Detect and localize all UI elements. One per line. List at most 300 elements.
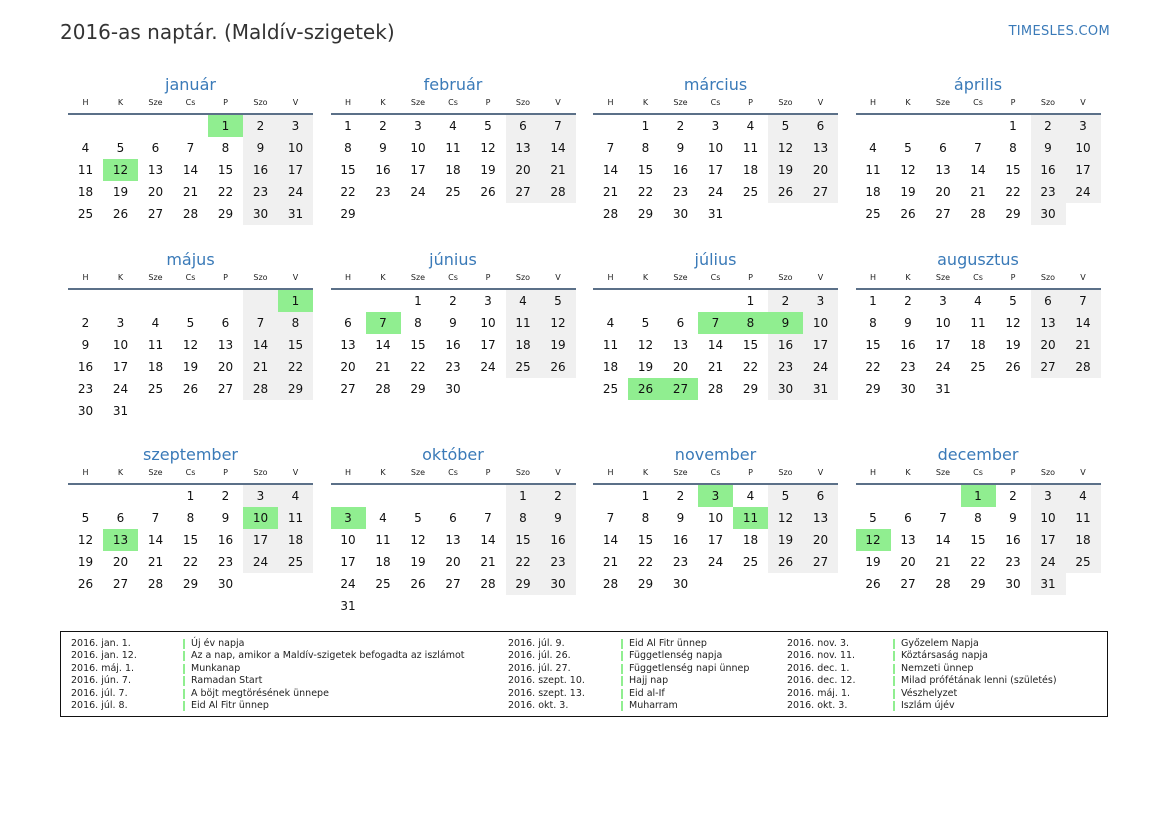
day-cell[interactable]: 20 — [112, 555, 129, 569]
day-cell[interactable]: 4 — [379, 511, 387, 525]
day-cell[interactable]: 7 — [606, 511, 615, 525]
day-cell[interactable]: 29 — [1005, 207, 1021, 221]
day-cell[interactable]: 15 — [1005, 163, 1021, 177]
day-cell[interactable]: 6 — [344, 316, 352, 330]
day-cell[interactable]: 5 — [484, 119, 492, 133]
day-cell[interactable]: 17 — [1031, 529, 1066, 551]
day-cell[interactable]: 2 — [904, 294, 912, 308]
day-cell[interactable]: 5 — [869, 511, 877, 525]
day-cell[interactable]: 1 — [961, 485, 996, 507]
day-cell[interactable]: 11 — [602, 338, 619, 352]
day-cell[interactable]: 18 — [742, 533, 759, 547]
day-cell[interactable]: 19 — [637, 360, 654, 374]
day-cell[interactable]: 6 — [151, 141, 160, 155]
day-cell[interactable]: 12 — [541, 312, 576, 334]
day-cell[interactable]: 3 — [243, 485, 278, 507]
day-cell[interactable]: 17 — [410, 163, 426, 177]
day-cell[interactable]: 4 — [606, 316, 615, 330]
day-cell[interactable]: 15 — [637, 533, 654, 547]
day-cell[interactable]: 26 — [865, 577, 881, 591]
day-cell[interactable]: 15 — [637, 163, 654, 177]
day-cell[interactable]: 3 — [1031, 485, 1066, 507]
day-cell[interactable]: 9 — [81, 338, 90, 352]
day-cell[interactable]: 11 — [445, 141, 461, 155]
day-cell[interactable]: 23 — [900, 360, 916, 374]
day-cell[interactable]: 1 — [869, 294, 877, 308]
day-cell[interactable]: 2 — [243, 115, 278, 137]
day-cell[interactable]: 7 — [541, 115, 576, 137]
day-cell[interactable]: 5 — [904, 141, 912, 155]
day-cell[interactable]: 24 — [112, 382, 129, 396]
day-cell[interactable]: 5 — [768, 485, 803, 507]
day-cell[interactable]: 13 — [935, 163, 951, 177]
day-cell[interactable]: 21 — [243, 356, 278, 378]
day-cell[interactable]: 19 — [900, 185, 916, 199]
day-cell[interactable]: 23 — [243, 181, 278, 203]
day-cell[interactable]: 29 — [637, 207, 654, 221]
day-cell[interactable]: 29 — [217, 207, 234, 221]
day-cell[interactable]: 2 — [676, 489, 685, 503]
day-cell[interactable]: 4 — [81, 141, 90, 155]
day-cell[interactable]: 22 — [637, 185, 654, 199]
day-cell[interactable]: 12 — [900, 163, 916, 177]
day-cell[interactable]: 29 — [865, 382, 881, 396]
day-cell[interactable]: 2 — [676, 119, 685, 133]
day-cell[interactable]: 28 — [970, 207, 986, 221]
day-cell[interactable]: 5 — [768, 115, 803, 137]
day-cell[interactable]: 14 — [541, 137, 576, 159]
day-cell[interactable]: 15 — [506, 529, 541, 551]
day-cell[interactable]: 6 — [803, 485, 838, 507]
day-cell[interactable]: 27 — [147, 207, 164, 221]
day-cell[interactable]: 28 — [480, 577, 496, 591]
day-cell[interactable]: 18 — [147, 360, 164, 374]
day-cell[interactable]: 11 — [278, 507, 313, 529]
day-cell[interactable]: 28 — [602, 577, 619, 591]
day-cell[interactable]: 16 — [900, 338, 916, 352]
day-cell[interactable]: 3 — [803, 290, 838, 312]
day-cell[interactable]: 14 — [707, 338, 724, 352]
day-cell[interactable]: 24 — [707, 555, 724, 569]
day-cell[interactable]: 27 — [935, 207, 951, 221]
day-cell[interactable]: 30 — [1005, 577, 1021, 591]
day-cell[interactable]: 6 — [221, 316, 230, 330]
day-cell[interactable]: 24 — [278, 181, 313, 203]
day-cell[interactable]: 19 — [77, 555, 94, 569]
day-cell[interactable]: 27 — [340, 382, 356, 396]
day-cell[interactable]: 17 — [803, 334, 838, 356]
day-cell[interactable]: 19 — [1005, 338, 1021, 352]
day-cell[interactable]: 18 — [742, 163, 759, 177]
day-cell[interactable]: 1 — [208, 115, 243, 137]
day-cell[interactable]: 10 — [1031, 507, 1066, 529]
day-cell[interactable]: 22 — [742, 360, 759, 374]
day-cell[interactable]: 3 — [278, 115, 313, 137]
day-cell[interactable]: 4 — [449, 119, 457, 133]
day-cell[interactable]: 7 — [151, 511, 160, 525]
day-cell[interactable]: 3 — [698, 485, 733, 507]
day-cell[interactable]: 27 — [663, 378, 698, 400]
day-cell[interactable]: 3 — [331, 507, 366, 529]
day-cell[interactable]: 23 — [672, 185, 689, 199]
day-cell[interactable]: 7 — [974, 141, 982, 155]
day-cell[interactable]: 11 — [147, 338, 164, 352]
day-cell[interactable]: 30 — [672, 577, 689, 591]
day-cell[interactable]: 10 — [410, 141, 426, 155]
day-cell[interactable]: 24 — [1031, 551, 1066, 573]
day-cell[interactable]: 2 — [449, 294, 457, 308]
day-cell[interactable]: 24 — [1066, 181, 1101, 203]
day-cell[interactable]: 22 — [970, 555, 986, 569]
day-cell[interactable]: 30 — [768, 378, 803, 400]
day-cell[interactable]: 14 — [480, 533, 496, 547]
day-cell[interactable]: 14 — [602, 533, 619, 547]
day-cell[interactable]: 2 — [1009, 489, 1017, 503]
day-cell[interactable]: 5 — [541, 290, 576, 312]
day-cell[interactable]: 20 — [147, 185, 164, 199]
day-cell[interactable]: 30 — [217, 577, 234, 591]
day-cell[interactable]: 24 — [935, 360, 951, 374]
day-cell[interactable]: 16 — [375, 163, 391, 177]
day-cell[interactable]: 20 — [900, 555, 916, 569]
day-cell[interactable]: 22 — [506, 551, 541, 573]
day-cell[interactable]: 9 — [541, 507, 576, 529]
day-cell[interactable]: 29 — [340, 207, 356, 221]
day-cell[interactable]: 1 — [1009, 119, 1017, 133]
day-cell[interactable]: 13 — [672, 338, 689, 352]
day-cell[interactable]: 22 — [217, 185, 234, 199]
day-cell[interactable]: 17 — [480, 338, 496, 352]
day-cell[interactable]: 14 — [935, 533, 951, 547]
day-cell[interactable]: 9 — [449, 316, 457, 330]
day-cell[interactable]: 21 — [375, 360, 391, 374]
day-cell[interactable]: 10 — [112, 338, 129, 352]
day-cell[interactable]: 5 — [116, 141, 125, 155]
day-cell[interactable]: 21 — [480, 555, 496, 569]
day-cell[interactable]: 24 — [340, 577, 356, 591]
day-cell[interactable]: 3 — [711, 119, 720, 133]
day-cell[interactable]: 30 — [77, 404, 94, 418]
day-cell[interactable]: 18 — [278, 529, 313, 551]
day-cell[interactable]: 20 — [803, 529, 838, 551]
day-cell[interactable]: 8 — [221, 141, 230, 155]
day-cell[interactable]: 16 — [217, 533, 234, 547]
day-cell[interactable]: 2 — [768, 290, 803, 312]
day-cell[interactable]: 29 — [278, 378, 313, 400]
day-cell[interactable]: 15 — [970, 533, 986, 547]
day-cell[interactable]: 26 — [900, 207, 916, 221]
day-cell[interactable]: 22 — [410, 360, 426, 374]
day-cell[interactable]: 27 — [112, 577, 129, 591]
day-cell[interactable]: 13 — [103, 529, 138, 551]
day-cell[interactable]: 25 — [77, 207, 94, 221]
day-cell[interactable]: 14 — [602, 163, 619, 177]
day-cell[interactable]: 30 — [243, 203, 278, 225]
day-cell[interactable]: 21 — [1066, 334, 1101, 356]
day-cell[interactable]: 1 — [186, 489, 195, 503]
day-cell[interactable]: 9 — [676, 141, 685, 155]
day-cell[interactable]: 25 — [445, 185, 461, 199]
day-cell[interactable]: 8 — [733, 312, 768, 334]
day-cell[interactable]: 6 — [116, 511, 125, 525]
day-cell[interactable]: 26 — [182, 382, 199, 396]
day-cell[interactable]: 11 — [733, 507, 768, 529]
day-cell[interactable]: 20 — [1031, 334, 1066, 356]
day-cell[interactable]: 4 — [746, 489, 755, 503]
day-cell[interactable]: 14 — [182, 163, 199, 177]
day-cell[interactable]: 27 — [1031, 356, 1066, 378]
day-cell[interactable]: 15 — [410, 338, 426, 352]
day-cell[interactable]: 7 — [243, 312, 278, 334]
day-cell[interactable]: 24 — [480, 360, 496, 374]
day-cell[interactable]: 1 — [641, 489, 650, 503]
day-cell[interactable]: 3 — [116, 316, 125, 330]
day-cell[interactable]: 9 — [768, 312, 803, 334]
day-cell[interactable]: 27 — [803, 181, 838, 203]
day-cell[interactable]: 19 — [410, 555, 426, 569]
day-cell[interactable]: 28 — [541, 181, 576, 203]
day-cell[interactable]: 8 — [186, 511, 195, 525]
day-cell[interactable]: 22 — [340, 185, 356, 199]
day-cell[interactable]: 20 — [506, 159, 541, 181]
day-cell[interactable]: 27 — [506, 181, 541, 203]
day-cell[interactable]: 28 — [935, 577, 951, 591]
day-cell[interactable]: 27 — [803, 551, 838, 573]
day-cell[interactable]: 18 — [865, 185, 881, 199]
day-cell[interactable]: 10 — [480, 316, 496, 330]
day-cell[interactable]: 1 — [641, 119, 650, 133]
day-cell[interactable]: 8 — [641, 511, 650, 525]
day-cell[interactable]: 5 — [414, 511, 422, 525]
day-cell[interactable]: 7 — [366, 312, 401, 334]
day-cell[interactable]: 8 — [1009, 141, 1017, 155]
day-cell[interactable]: 29 — [742, 382, 759, 396]
day-cell[interactable]: 15 — [865, 338, 881, 352]
day-cell[interactable]: 23 — [672, 555, 689, 569]
day-cell[interactable]: 28 — [602, 207, 619, 221]
day-cell[interactable]: 25 — [742, 555, 759, 569]
day-cell[interactable]: 22 — [1005, 185, 1021, 199]
day-cell[interactable]: 22 — [865, 360, 881, 374]
day-cell[interactable]: 23 — [375, 185, 391, 199]
day-cell[interactable]: 3 — [484, 294, 492, 308]
day-cell[interactable]: 4 — [151, 316, 160, 330]
day-cell[interactable]: 6 — [449, 511, 457, 525]
day-cell[interactable]: 4 — [1066, 485, 1101, 507]
day-cell[interactable]: 26 — [628, 378, 663, 400]
day-cell[interactable]: 8 — [506, 507, 541, 529]
day-cell[interactable]: 5 — [641, 316, 650, 330]
day-cell[interactable]: 18 — [1066, 529, 1101, 551]
day-cell[interactable]: 15 — [182, 533, 199, 547]
day-cell[interactable]: 31 — [707, 207, 724, 221]
day-cell[interactable]: 29 — [410, 382, 426, 396]
day-cell[interactable]: 9 — [1031, 137, 1066, 159]
day-cell[interactable]: 29 — [637, 577, 654, 591]
day-cell[interactable]: 24 — [803, 356, 838, 378]
day-cell[interactable]: 22 — [182, 555, 199, 569]
day-cell[interactable]: 29 — [506, 573, 541, 595]
day-cell[interactable]: 26 — [768, 181, 803, 203]
day-cell[interactable]: 23 — [541, 551, 576, 573]
day-cell[interactable]: 26 — [1005, 360, 1021, 374]
day-cell[interactable]: 31 — [803, 378, 838, 400]
day-cell[interactable]: 13 — [506, 137, 541, 159]
day-cell[interactable]: 25 — [1066, 551, 1101, 573]
day-cell[interactable]: 17 — [243, 529, 278, 551]
day-cell[interactable]: 4 — [506, 290, 541, 312]
day-cell[interactable]: 28 — [707, 382, 724, 396]
day-cell[interactable]: 6 — [506, 115, 541, 137]
day-cell[interactable]: 17 — [340, 555, 356, 569]
day-cell[interactable]: 11 — [506, 312, 541, 334]
day-cell[interactable]: 7 — [1066, 290, 1101, 312]
day-cell[interactable]: 2 — [541, 485, 576, 507]
day-cell[interactable]: 10 — [340, 533, 356, 547]
day-cell[interactable]: 7 — [484, 511, 492, 525]
day-cell[interactable]: 8 — [278, 312, 313, 334]
day-cell[interactable]: 1 — [344, 119, 352, 133]
day-cell[interactable]: 8 — [869, 316, 877, 330]
day-cell[interactable]: 23 — [768, 356, 803, 378]
day-cell[interactable]: 21 — [602, 555, 619, 569]
day-cell[interactable]: 21 — [707, 360, 724, 374]
day-cell[interactable]: 10 — [707, 141, 724, 155]
day-cell[interactable]: 18 — [970, 338, 986, 352]
day-cell[interactable]: 21 — [541, 159, 576, 181]
day-cell[interactable]: 25 — [602, 382, 619, 396]
day-cell[interactable]: 31 — [112, 404, 129, 418]
day-cell[interactable]: 6 — [676, 316, 685, 330]
day-cell[interactable]: 13 — [340, 338, 356, 352]
day-cell[interactable]: 7 — [939, 511, 947, 525]
day-cell[interactable]: 26 — [541, 356, 576, 378]
day-cell[interactable]: 2 — [81, 316, 90, 330]
day-cell[interactable]: 30 — [672, 207, 689, 221]
day-cell[interactable]: 3 — [414, 119, 422, 133]
day-cell[interactable]: 16 — [445, 338, 461, 352]
day-cell[interactable]: 12 — [637, 338, 654, 352]
day-cell[interactable]: 26 — [112, 207, 129, 221]
day-cell[interactable]: 28 — [243, 378, 278, 400]
day-cell[interactable]: 20 — [217, 360, 234, 374]
day-cell[interactable]: 4 — [746, 119, 755, 133]
day-cell[interactable]: 21 — [970, 185, 986, 199]
day-cell[interactable]: 1 — [414, 294, 422, 308]
day-cell[interactable]: 16 — [1031, 159, 1066, 181]
day-cell[interactable]: 12 — [103, 159, 138, 181]
day-cell[interactable]: 17 — [707, 533, 724, 547]
day-cell[interactable]: 15 — [278, 334, 313, 356]
day-cell[interactable]: 9 — [676, 511, 685, 525]
day-cell[interactable]: 7 — [698, 312, 733, 334]
day-cell[interactable]: 24 — [410, 185, 426, 199]
day-cell[interactable]: 8 — [344, 141, 352, 155]
day-cell[interactable]: 1 — [278, 290, 313, 312]
day-cell[interactable]: 28 — [182, 207, 199, 221]
day-cell[interactable]: 6 — [904, 511, 912, 525]
day-cell[interactable]: 30 — [900, 382, 916, 396]
day-cell[interactable]: 6 — [939, 141, 947, 155]
day-cell[interactable]: 23 — [217, 555, 234, 569]
day-cell[interactable]: 13 — [1031, 312, 1066, 334]
day-cell[interactable]: 30 — [445, 382, 461, 396]
day-cell[interactable]: 22 — [278, 356, 313, 378]
day-cell[interactable]: 13 — [147, 163, 164, 177]
day-cell[interactable]: 17 — [1066, 159, 1101, 181]
day-cell[interactable]: 9 — [1009, 511, 1017, 525]
day-cell[interactable]: 27 — [900, 577, 916, 591]
day-cell[interactable]: 9 — [904, 316, 912, 330]
day-cell[interactable]: 12 — [77, 533, 94, 547]
day-cell[interactable]: 11 — [375, 533, 391, 547]
day-cell[interactable]: 8 — [974, 511, 982, 525]
day-cell[interactable]: 18 — [77, 185, 94, 199]
day-cell[interactable]: 8 — [414, 316, 422, 330]
day-cell[interactable]: 20 — [340, 360, 356, 374]
day-cell[interactable]: 11 — [865, 163, 881, 177]
day-cell[interactable]: 2 — [221, 489, 230, 503]
day-cell[interactable]: 25 — [147, 382, 164, 396]
day-cell[interactable]: 12 — [182, 338, 199, 352]
day-cell[interactable]: 10 — [935, 316, 951, 330]
day-cell[interactable]: 25 — [506, 356, 541, 378]
day-cell[interactable]: 16 — [243, 159, 278, 181]
day-cell[interactable]: 10 — [278, 137, 313, 159]
day-cell[interactable]: 9 — [379, 141, 387, 155]
day-cell[interactable]: 18 — [602, 360, 619, 374]
day-cell[interactable]: 16 — [672, 163, 689, 177]
day-cell[interactable]: 15 — [217, 163, 234, 177]
day-cell[interactable]: 16 — [541, 529, 576, 551]
day-cell[interactable]: 13 — [803, 137, 838, 159]
day-cell[interactable]: 9 — [243, 137, 278, 159]
day-cell[interactable]: 12 — [480, 141, 496, 155]
day-cell[interactable]: 14 — [147, 533, 164, 547]
day-cell[interactable]: 26 — [768, 551, 803, 573]
day-cell[interactable]: 17 — [935, 338, 951, 352]
day-cell[interactable]: 4 — [974, 294, 982, 308]
day-cell[interactable]: 28 — [147, 577, 164, 591]
day-cell[interactable]: 16 — [672, 533, 689, 547]
day-cell[interactable]: 26 — [410, 577, 426, 591]
day-cell[interactable]: 10 — [1066, 137, 1101, 159]
day-cell[interactable]: 31 — [935, 382, 951, 396]
day-cell[interactable]: 15 — [742, 338, 759, 352]
day-cell[interactable]: 25 — [742, 185, 759, 199]
day-cell[interactable]: 19 — [768, 159, 803, 181]
day-cell[interactable]: 12 — [856, 529, 891, 551]
day-cell[interactable]: 15 — [340, 163, 356, 177]
day-cell[interactable]: 27 — [445, 577, 461, 591]
day-cell[interactable]: 25 — [278, 551, 313, 573]
day-cell[interactable]: 13 — [803, 507, 838, 529]
day-cell[interactable]: 12 — [1005, 316, 1021, 330]
day-cell[interactable]: 22 — [637, 555, 654, 569]
day-cell[interactable]: 30 — [1031, 203, 1066, 225]
day-cell[interactable]: 1 — [746, 294, 755, 308]
day-cell[interactable]: 4 — [869, 141, 877, 155]
day-cell[interactable]: 19 — [182, 360, 199, 374]
day-cell[interactable]: 19 — [865, 555, 881, 569]
day-cell[interactable]: 17 — [112, 360, 129, 374]
day-cell[interactable]: 6 — [803, 115, 838, 137]
day-cell[interactable]: 3 — [1066, 115, 1101, 137]
day-cell[interactable]: 14 — [243, 334, 278, 356]
day-cell[interactable]: 10 — [803, 312, 838, 334]
day-cell[interactable]: 11 — [742, 141, 759, 155]
day-cell[interactable]: 7 — [186, 141, 195, 155]
